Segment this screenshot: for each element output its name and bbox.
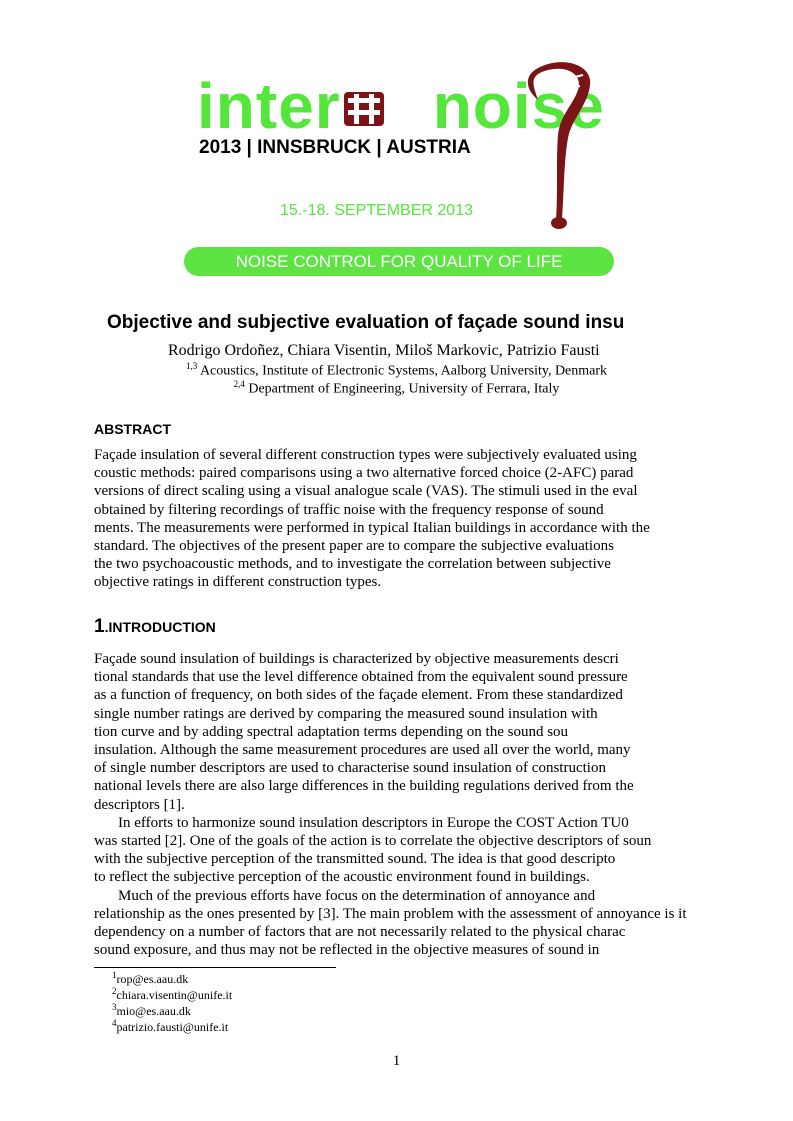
affiliation-1-text: Acoustics, Institute of Electronic Systems, Aalborg University, Denmark <box>199 363 608 379</box>
footnote-divider <box>94 967 336 968</box>
intro-line: insulation. Although the same measurement procedures are used all over the world, many <box>94 742 631 759</box>
intro-line: as a function of frequency, on both sides of the façade element. From these standardized <box>94 687 623 704</box>
footnote-email-link[interactable]: rop@es.aau.dk <box>116 972 189 986</box>
intro-line: Façade sound insulation of buildings is characterized by objective measurements descri <box>94 651 619 667</box>
intro-line: with the subjective perception of the transmitted sound. The idea is that good descripto <box>94 851 616 868</box>
affiliation-2-text: Department of Engineering, University of Ferrara, Italy <box>248 381 560 397</box>
abstract-line: ments. The measurements were performed in typical Italian buildings in accordance with the <box>94 519 650 536</box>
abstract-line: versions of direct scaling using a visual analogue scale (VAS). The stimuli used in the eval <box>94 483 638 500</box>
abstract-line: objective ratings in different construction types. <box>94 574 382 591</box>
footnote-marker: 3 <box>112 1002 117 1012</box>
abstract-heading: ABSTRACT <box>94 421 171 437</box>
abstract-line: obtained by filtering recordings of traffic noise with the frequency response of sound <box>94 501 604 518</box>
intro-line: dependency on a number of factors that are not necessarily related to the physical charac <box>94 924 626 941</box>
conference-dates: 15.-18. SEPTEMBER 2013 <box>280 202 473 219</box>
abstract-line: the two psychoacoustic methods, and to investigate the correlation between subjective <box>94 556 611 573</box>
section-number: 1 <box>94 616 105 637</box>
logo-noise: noise <box>432 70 605 142</box>
abstract-body <box>94 446 793 592</box>
intro-line: single number ratings are derived by comparing the measured sound insulation with <box>94 705 598 722</box>
author-list: Rodrigo Ordoñez, Chiara Visentin, Miloš Markovic, Patrizio Fausti <box>168 342 600 359</box>
intro-line: to reflect the subjective perception of the acoustic environment found in buildings. <box>94 869 590 886</box>
footnote-marker: 4 <box>112 1018 117 1028</box>
intro-line: tional standards that use the level difference obtained from the equivalent sound pressure <box>94 669 628 686</box>
page-number: 1 <box>392 1053 401 1069</box>
footnote-marker: 1 <box>112 970 117 980</box>
intro-line: national levels there are also large differences in the building regulations derived from the <box>94 778 634 795</box>
introduction-body <box>94 650 793 959</box>
footnote-1 <box>112 970 188 987</box>
footnote-3 <box>112 1002 191 1019</box>
footnote-email-link[interactable]: chiara.visentin@unife.it <box>116 988 233 1002</box>
intro-line: was started [2]. One of the goals of the action is to correlate the objective descriptors of soun <box>94 833 652 850</box>
affiliation-2-marker: 2,4 <box>233 379 245 389</box>
alphorn-logo-icon <box>508 60 608 235</box>
footnote-2 <box>112 986 232 1003</box>
intro-line: relationship as the ones presented by [3]. The main problem with the assessment of annoyance is it <box>94 905 687 922</box>
affiliation-2 <box>0 379 793 398</box>
conference-subtitle: 2013 | INNSBRUCK | AUSTRIA <box>199 137 471 158</box>
abstract-line: Façade insulation of several different construction types were subjectively evaluated using <box>94 447 637 463</box>
slogan-banner: NOISE CONTROL FOR QUALITY OF LIFE <box>184 247 614 276</box>
affiliation-1-marker: 1,3 <box>185 361 198 371</box>
innsbruck-emblem-icon <box>342 90 386 128</box>
footnote-marker: 2 <box>112 986 117 996</box>
logo-inter: inter <box>197 70 341 142</box>
footnote-email-link[interactable]: mio@es.aau.dk <box>116 1004 191 1018</box>
affiliation-1 <box>0 361 793 380</box>
intro-line: descriptors [1]. <box>94 796 185 813</box>
introduction-heading <box>94 616 216 638</box>
footnote-4 <box>112 1018 228 1035</box>
intro-line: Much of the previous efforts have focus on the determination of annoyance and <box>118 887 596 904</box>
paper-title: Objective and subjective evaluation of façade sound insu <box>107 312 625 333</box>
footnote-email-link[interactable]: patrizio.fausti@unife.it <box>116 1020 229 1034</box>
abstract-line: standard. The objectives of the present paper are to compare the subjective evaluations <box>94 538 614 555</box>
intro-line: sound exposure, and thus may not be reflected in the objective measures of sound in <box>94 942 600 959</box>
section-title: .INTRODUCTION <box>104 619 216 635</box>
intro-line: of single number descriptors are used to characterise sound insulation of construction <box>94 760 606 777</box>
intro-line: In efforts to harmonize sound insulation descriptors in Europe the COST Action TU0 <box>118 814 629 831</box>
intro-line: tion curve and by adding spectral adaptation terms depending on the sound sou <box>94 723 569 740</box>
abstract-line: coustic methods: paired comparisons using a two alternative forced choice (2-AFC) parad <box>94 465 634 482</box>
